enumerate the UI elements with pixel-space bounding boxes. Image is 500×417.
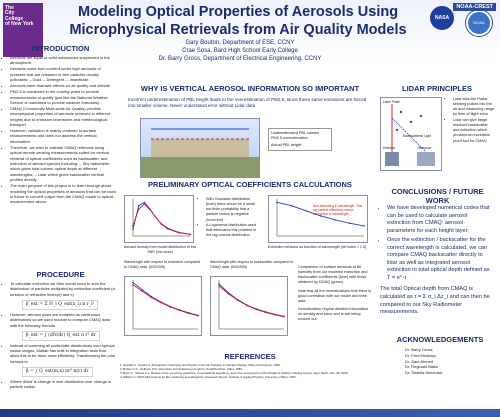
data-point xyxy=(305,210,307,212)
data-point xyxy=(132,284,134,286)
series-line-model xyxy=(219,284,284,316)
logo-line: The xyxy=(5,5,14,11)
lidar-bullet: • Lidar acts like Radar sending pulses into the air and measuring range by time of flight echo xyxy=(453,97,495,118)
pbl-svg xyxy=(141,119,259,177)
title-line-1: Modeling Optical Properties of Aerosols Using xyxy=(77,4,399,20)
ack-name: Dr. Reginald Blake xyxy=(405,364,439,370)
lidar-text xyxy=(447,97,495,144)
author: Dr. Barry Gross, Department of Electrical Engineering, CCNY xyxy=(158,55,322,62)
data-point xyxy=(132,228,134,230)
intro-item: • Aerosols come from content under high amounts of pressure that are released or free particles usually pollutants: – Dust, – Detergent, – Insecticide xyxy=(10,66,116,82)
pbl-layer xyxy=(151,139,249,157)
laser-box xyxy=(385,152,399,166)
legend-item: Underestimated PBL causes PM2.5 overestimation xyxy=(271,131,319,141)
conclusion-item: The total Optical depth from CMAQ is calculated as τ = Σ σ_i Δz_i and can then be compared to our Sky Radiometer measurements. xyxy=(380,286,490,316)
plot1-svg xyxy=(125,196,193,242)
data-point xyxy=(178,232,180,234)
data-point xyxy=(189,234,191,236)
axis xyxy=(219,280,284,329)
equation-3: β = ∫ Q_ext(m,x) πr² n(r) dr xyxy=(22,367,93,377)
plot1-caption: Aerosol density from model distribution of low SNR (low sizes) xyxy=(123,245,197,254)
intro-text xyxy=(4,55,116,205)
reference: 1. Seinfeld J., Pandis S. Atmospheric Chemistry and Physics: From Air Pollution to Climate Change. Wiley Interscience, 1998. xyxy=(120,363,281,367)
data-point xyxy=(218,285,220,287)
particle xyxy=(400,111,402,113)
ack-name: Dr. Shakila Merchant xyxy=(405,370,443,376)
author: Crae Sosa, Bard High School Early College xyxy=(182,47,298,54)
comparison-para: Note that all the normalizations that there is good correlation with our model and their data xyxy=(298,288,372,303)
procedure-text xyxy=(4,281,116,390)
series-line-model xyxy=(133,282,198,315)
note: • With Gaussian distribution (both) there would be a small but finite probability that a particle radius is negative (incorrect) xyxy=(206,197,260,223)
lidar-label: Telescope xyxy=(417,146,432,150)
procedure-heading: PROCEDURE xyxy=(36,270,85,279)
logo-line: of New York xyxy=(5,20,34,27)
data-point xyxy=(144,202,146,204)
lidar-diagram xyxy=(380,97,442,171)
size-distribution-plot xyxy=(124,195,194,243)
why-text: Incorrect underestimation of PBL height leads to the overestimation of PM2.5, since these same emissions are forced into smaller volume. Never understand error without Lidar data xyxy=(128,97,367,109)
ack-name: Dr. Sam Ahmed xyxy=(405,358,434,364)
procedure-item: • Instead of summing all particulate distributions over special radius ranges, Matlab has built in integration tools that allow this to be done more efficiently. Transforming the prior formula to xyxy=(10,343,116,365)
plot4-svg xyxy=(211,277,287,335)
intro-item: • However, validation is mainly confined to surface measurements and does not address the vertical information xyxy=(10,128,116,144)
reference: 4. Mätzler C. MATLAB functions for Mie scattering and absorption. Research Report, Institute of Applied Physics, University of Bern, 2002. xyxy=(120,375,297,380)
data-point xyxy=(141,290,143,292)
author: Gary Bouton, Department of ESE, CCNY xyxy=(185,40,295,46)
data-point xyxy=(161,223,163,225)
backscatter-cmaq-plot xyxy=(210,276,288,336)
particle xyxy=(396,129,398,131)
ack-name: Dr. Barry Gross xyxy=(405,347,433,352)
telescope-box xyxy=(417,152,435,166)
logo-line: City xyxy=(5,10,15,17)
data-point xyxy=(166,227,168,229)
equation-2: β_ext = ∫ (dN/dr) Q_ext π r² dr xyxy=(22,331,100,341)
title-line-2: Microphysical Retrievals from Air Quality Models xyxy=(69,22,407,39)
why-heading: WHY IS VERTICAL AEROSOL INFORMATION SO IMPORTANT xyxy=(140,84,360,93)
footer-bar xyxy=(0,409,500,417)
data-point xyxy=(349,222,351,224)
noaa-crest-label: NOAA-CREST xyxy=(453,3,496,11)
note: • A Lognormal distribution used that eliminates this problem in the log-normal distribution xyxy=(206,223,260,238)
data-point xyxy=(227,293,229,295)
ack-list xyxy=(405,347,442,376)
data-point xyxy=(274,314,276,316)
intro-heading: INTRODUCTION xyxy=(31,44,90,53)
plot2-svg xyxy=(269,196,367,242)
equation-1: β_ext = Σ N_i Q_ext(x_i) π r_i² xyxy=(22,300,98,310)
data-point xyxy=(276,202,278,204)
nasa-logo: NASA xyxy=(430,6,454,30)
lidar-heading: LIDAR PRINCIPLES xyxy=(401,84,472,93)
data-point xyxy=(265,312,267,314)
conclusions-heading: CONCLUSIONS / FUTURE WORK xyxy=(391,187,484,205)
data-point xyxy=(149,209,151,211)
data-point xyxy=(160,302,162,304)
data-point xyxy=(132,225,134,227)
conclusion-item: • We have developed numerical codes that can be used to calculate aerosol extinction from CMAQ: aerosol parameters for each height layer. xyxy=(387,205,490,235)
data-point xyxy=(169,306,171,308)
data-point xyxy=(218,283,220,285)
plot2-caption: Extinction behavior as function of wavelength (ref index = 1.5) xyxy=(267,245,367,249)
intro-item: • PM2.5 is monitored in the coming years to provide measurements of quality (just like the National Weather Service is mandated to provide weather forecasts). xyxy=(10,89,116,105)
data-point xyxy=(144,203,146,205)
lidar-label: Detector xyxy=(383,146,396,150)
particle xyxy=(410,121,412,123)
data-point xyxy=(138,208,140,210)
data-point xyxy=(334,219,336,221)
procedure-item: • Where dN/dr is change in size distribution over change in particle radius xyxy=(10,379,116,390)
intro-item: • CMAQ (Community Multi-scale Air Quality) predicts microphysical properties of aerosols retrieved in different heights due to emission inventories and meteorological transport xyxy=(10,106,116,128)
pbl-figure xyxy=(140,118,260,178)
procedure-item: • To calculate extinction we then would need to sum the distribution of particles multiplied by extinction coefficient (a function of refractive index(n) and x) xyxy=(10,281,116,297)
data-point xyxy=(291,205,293,207)
data-point xyxy=(151,297,153,299)
data-point xyxy=(132,282,134,284)
data-point xyxy=(363,225,365,227)
intro-item: • Aerosols have dramatic effects on air quality and climate xyxy=(10,83,116,88)
poster-title xyxy=(58,3,418,39)
plot3-svg xyxy=(125,277,201,335)
ack-heading: ACKNOWLEDGEMENTS xyxy=(396,335,484,344)
lidar-label: Backscattered Light xyxy=(403,134,431,138)
pbl-legend xyxy=(268,128,332,151)
particle xyxy=(420,115,422,117)
data-point xyxy=(197,315,199,317)
data-point xyxy=(255,309,257,311)
data-point xyxy=(138,205,140,207)
conclusion-item: • Once the extinction / backscatter for the correct wavelength is calculated, we can compare CMAQ backscatter directly to lidar as well as integrated aerosol extinction to total optical depth defined as T = e^-τ xyxy=(387,237,490,282)
author-list xyxy=(90,40,390,63)
logo-line: College xyxy=(5,15,24,22)
refs-heading: REFERENCES xyxy=(224,352,276,361)
lidar-bullet: • Lidar can give range resolved backscatter and extinction which provides an incredible proof tool for CMAQ xyxy=(453,118,495,144)
reference: 2. Bohren C.F., Huffman D.R. Absorption and Scattering of Light by Small Particles. Wiley, 1983. xyxy=(120,367,243,372)
data-point xyxy=(246,305,248,307)
intro-item: • The main purpose of this project is to learn enough about modeling the optical properties of aerosols that can be used in future to convert output from the CMAQ model to optical measurement above. xyxy=(10,183,116,205)
data-point xyxy=(155,217,157,219)
data-point xyxy=(283,316,285,318)
series-line-fit xyxy=(133,204,190,234)
comparison-para: Normalization require detailed information on density and sizes and is still being worked out xyxy=(298,306,369,322)
ground-layer xyxy=(141,157,259,177)
lidar-label: Laser Pulse xyxy=(383,100,400,104)
intro-item: • Therefore, we wish to validate CMAQ retrievals using optical remote sensing measurements suited for vertical retrieval of optical coefficients such as backscatter, and extinction of aerosol species including: – Sky radiometer which gives total column optical depth at different wavelengths; – Lidar which gives backscatter vertical profiles directly xyxy=(10,145,116,183)
plot3-caption: Wavelength with respect to extinction compared to CMAQ data. (5/3/2005) xyxy=(124,260,201,269)
extinction-plot xyxy=(268,195,368,243)
preliminary-notes xyxy=(200,197,260,239)
conclusions-text xyxy=(380,205,490,317)
procedure-item: • However, aerosol sizes are modeled as continuous distributions so we used module to compute CMAQ data with the following formula xyxy=(10,312,116,328)
ack-name: Dr. Fred Moshary xyxy=(405,352,436,358)
data-point xyxy=(179,310,181,312)
noaa-logo: NOAA xyxy=(466,10,492,36)
extinction-cmaq-plot xyxy=(124,276,202,336)
intro-item: • Aerosols are liquid or solid substances suspended in the atmosphere. xyxy=(10,55,116,66)
comparison-text xyxy=(298,265,373,322)
series-line-cmaq xyxy=(219,286,284,317)
data-point xyxy=(237,299,239,301)
data-point xyxy=(188,313,190,315)
references-list xyxy=(120,363,370,379)
preliminary-heading: PRELIMINARY OPTICAL COEFFICIENTS CALCULATIONS xyxy=(148,180,352,189)
plot2-note: Non-absorbing in wavelength. This log particle effectively seems insensitive to wavelength. xyxy=(313,204,363,217)
comparison-para: Comparison of surface aerosols at 86 humidity from our modeled extinction and backscatter coefficients (blue) with those obtained by CMAQ (green) xyxy=(298,265,368,285)
reference: 3. Byun D., Schere K.L. Review of the governing equations, computational algorithms, and other components of the Models-3 CMAQ modeling system. Appl. Mech. Rev. 59, 2006. xyxy=(120,371,349,376)
legend-item: Actual PBL height xyxy=(271,143,302,148)
plot4-caption: Wavelength with respect to backscatter compared to CMAQ data. (5/3/2005) xyxy=(210,260,294,269)
